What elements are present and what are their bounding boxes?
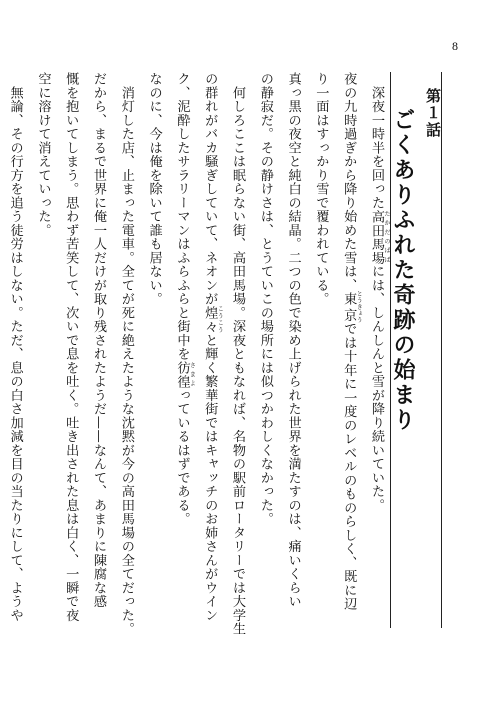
text-run: 何しろここは眠らない街、高田馬場。深夜ともなれば、名物の駅前ロータリーでは大学生: [230, 85, 246, 636]
ruby-reading: さまよ: [188, 360, 196, 389]
chapter-number: 第１話: [424, 88, 442, 139]
text-run: 夜の九時過ぎから降り始めた雪は、: [341, 72, 357, 292]
ruby-base: 高田馬場: [369, 209, 384, 265]
page-content: [7, 72, 442, 636]
ruby-reading: たかだのばば: [383, 209, 390, 265]
text-run: 空に溶けて消えていった。: [35, 72, 51, 237]
text-run: なのに、今は俺を除いて誰も居ない。: [146, 72, 162, 306]
ruby-koukou: [202, 305, 224, 334]
text-run: だから、まるで世界に俺一人だけが取り残されたようだ——なんて、あまりに陳腐な感: [91, 72, 107, 609]
ruby-base: 煌々: [202, 305, 218, 334]
ruby-samayo: [174, 360, 196, 389]
text-run: 深夜一時半を回った: [369, 85, 384, 210]
text-run: 慨を抱いてしまう。思わず苦笑して、次いで息を吐く。吐き出された息は白く、一瞬で夜: [63, 72, 79, 622]
chapter-title: ごくありふれた奇跡の始まり: [390, 108, 416, 433]
ruby-reading: こうこう: [216, 305, 224, 334]
text-run: には、しんしんと雪が降り続いていた。: [369, 264, 384, 512]
text-run: と輝く繁華街ではキャッチのお姉さんがウイン: [202, 333, 218, 622]
text-run: っているはずである。: [174, 388, 190, 526]
text-run: の群れがバカ騒ぎしていて、ネオンが: [202, 72, 218, 306]
paragraph-1: [307, 72, 390, 628]
text-run: ク、泥酔したサラリーマンはふらふらと街中を: [174, 72, 190, 361]
text-run: では十年に一度のレベルのものらしく、既に辺: [341, 322, 357, 611]
text-run: 無論、その行方を追う徒労はしない。ただ、息の白さ加減を目の当たりにして、ようや: [7, 85, 23, 622]
paragraph-3: [140, 72, 251, 636]
ruby-base: 彷徨: [174, 360, 190, 389]
ruby-base: 東京: [341, 290, 357, 324]
chapter-heading: [390, 72, 442, 628]
text-run: 真っ黒の夜空と純白の結晶。二つの色で染め上げられた世界を満たすのは、痛いくらい: [285, 72, 301, 609]
ruby-takadanobaba: [369, 209, 390, 265]
paragraph-2: [251, 72, 307, 628]
paragraph-5: [1, 72, 29, 628]
text-run: の静寂だ。その静けさは、とうていこの場所には似つかわしくなかった。: [257, 72, 273, 526]
ruby-reading: とうきょう: [355, 290, 363, 324]
page-number: 8: [452, 39, 458, 53]
text-run: り一面はすっかり雪で覆われている。: [313, 72, 329, 306]
paragraph-4: [29, 72, 140, 636]
text-run: 消灯した店、止まった電車。全てが死に絶えたような沈黙が今の高田馬場の全てだった。: [118, 85, 134, 636]
ruby-tokyo: [341, 290, 363, 324]
